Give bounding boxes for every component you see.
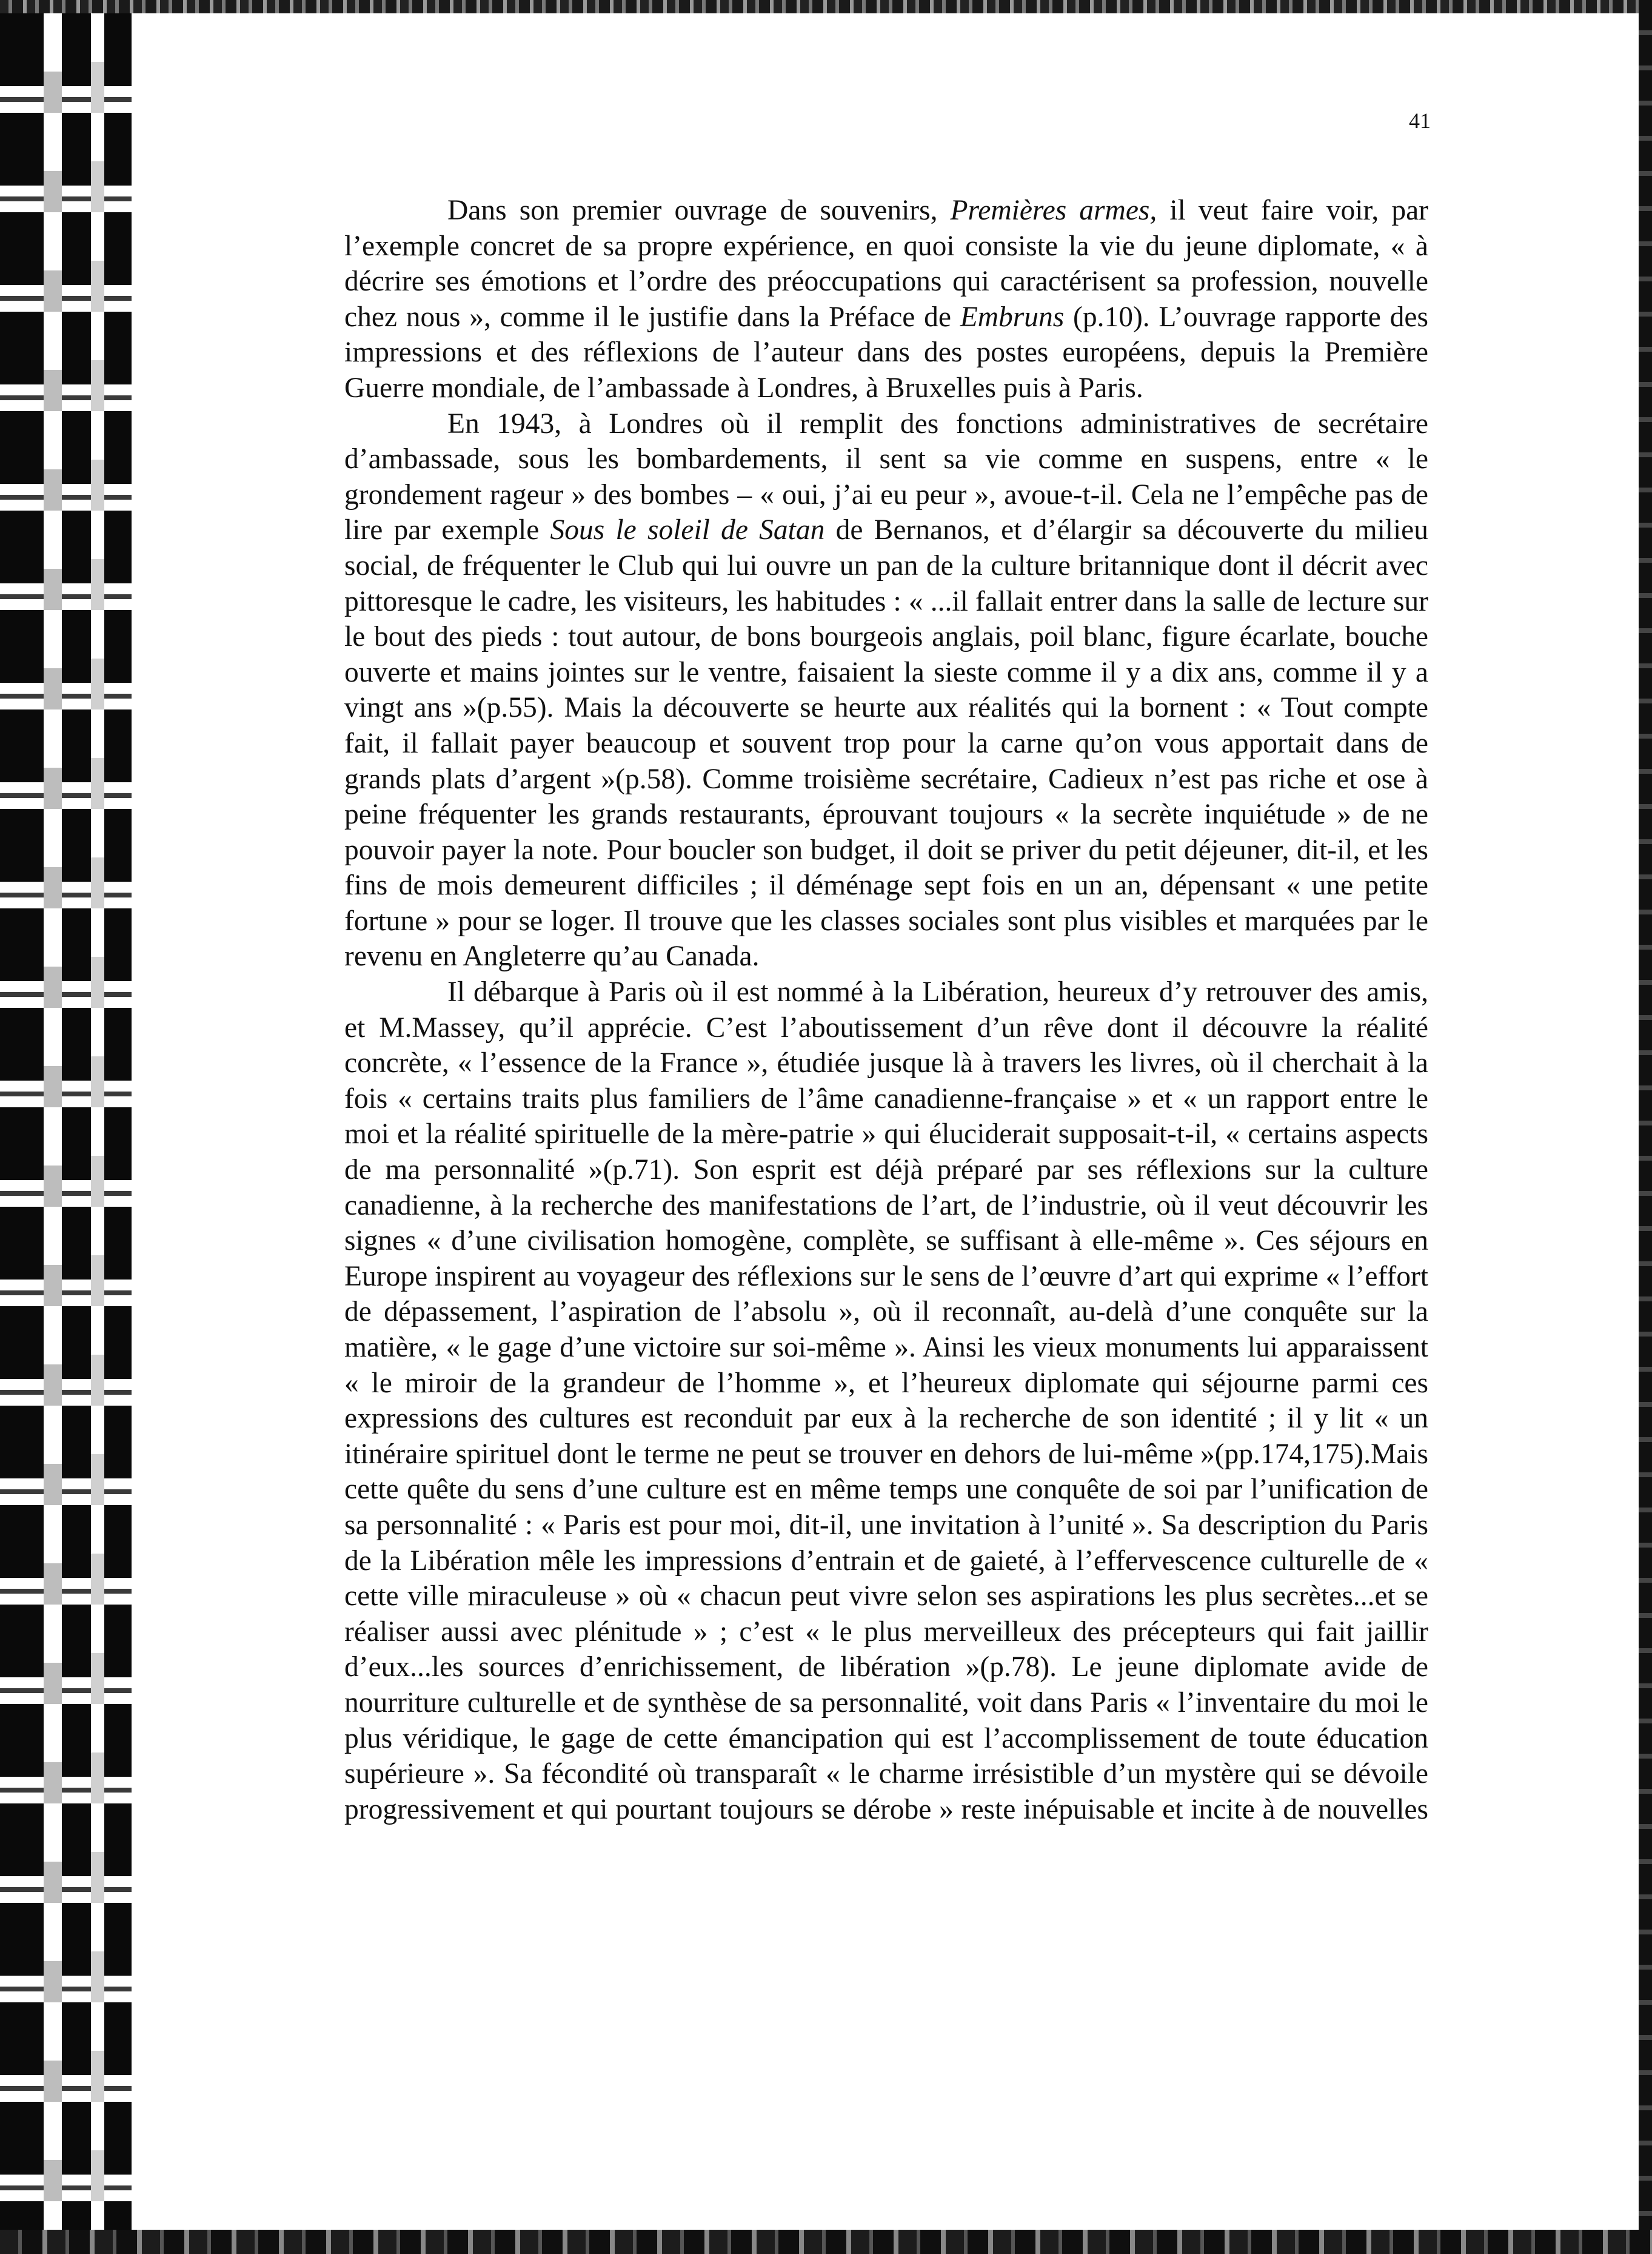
text-run: de Bernanos, et d’élargir sa découverte du milieu social, de fréquenter le Club qui lui ouvre un pan de la culture britannique dont il décrit avec pittoresque le cadre, les visiteurs, les habitudes : « ...il fallait entrer dans la salle de lecture sur le bout des pieds : tout autour, de bons bourgeois anglais, poil blanc, figure écarlate, bouche ouverte et mains jointes sur le ventre, faisaient la sieste comme il y a dix ans, comme il y a vingt ans »(p.55). Mais la découverte se heurte aux réalités qui la bornent : « Tout compte fait, il fallait payer beaucoup et souvent trop pour la carne qu’on vous apportait dans de grands plats d’argent »(p.58). Comme troisième secrétaire, Cadieux n’est pas riche et ose à peine fréquenter les grands restaurants, éprouvant toujours « la secrète inquiétude » de ne pouvoir payer la note. Pour boucler son budget, il doit se priver du petit déjeuner, dit-il, et les fins de mois demeurent difficiles ; il déménage sept fois en un an, dépensant « une petite fortune » pour se loger. Il trouve que les classes sociales sont plus visibles et marquées par le revenu en Angleterre qu’au Canada. [344, 514, 1428, 973]
italic-title: Premières armes, [950, 195, 1157, 226]
text-run: Il débarque à Paris où il est nommé à la Libération, heureux d’y retrouver des amis, et M.Massey, qu’il apprécie. C’est l’aboutissement d’un rêve dont il découvre la réalité concrète, « l’essence de la France », étudiée jusque là à travers les livres, où il cherchait à la fois « certains traits plus familiers de l’âme canadienne-française » et « un rapport entre le moi et la réalité spirituelle de la mère-patrie » qui éluciderait supposait-t-il, « certains aspects de ma personnalité »(p.71). Son esprit est déjà préparé par ses réflexions sur la culture canadienne, à la recherche des manifestations de l’art, de l’industrie, où il veut découvrir les signes « d’une civilisation homogène, complète, se suffisant à elle-même ». Ces séjours en Europe inspirent au voyageur des réflexions sur le sens de l’œuvre d’art qui exprime « l’effort de dépassement, l’aspiration de l’absolu », où il reconnaît, au-delà d’une conquête sur la matière, « le gage d’une victoire sur soi-même ». Ainsi les vieux monuments lui apparaissent « le miroir de la grandeur de l’homme », et l’heureux diplomate qui séjourne parmi ces expressions des cultures est reconduit par eux à la recherche de son identité ; il y lit « un itinéraire spirituel dont le terme ne peut se trouver en dehors de lui-même »(pp.174,175).Mais cette quête du sens d’une culture est en même temps une conquête de soi par l’unification de sa personnalité : « Paris est pour moi, dit-il, une invitation à l’unité ». Sa description du Paris de la Libération mêle les impressions d’entrain et de gaieté, à l’effervescence culturelle de « cette ville miraculeuse » où « chacun peut vivre selon ses aspirations les plus secrètes...et se réaliser aussi avec plénitude » ; c’est « le plus merveilleux des précepteurs qui fait jaillir d’eux...les sources d’enrichissement, de libération »(p.78). Le jeune diplomate avide de nourriture culturelle et de synthèse de sa personnalité, voit dans Paris « l’inventaire du moi le plus véridique, le gage de cette émancipation qui est l’accomplissement de toute éducation supérieure ». Sa fécondité où transparaît « le charme irrésistible d’un mystère qui se dévoile progressivement et qui pourtant toujours se dérobe » reste inépuisable et incite à de nouvelles [344, 976, 1428, 1825]
paragraph-3 [344, 974, 1428, 1827]
page-number: 41 [1409, 109, 1431, 133]
spiral-binding [0, 13, 149, 2230]
text-run: Dans son premier ouvrage de souvenirs, [447, 195, 951, 226]
body-text [344, 193, 1428, 1827]
binding-ring-highlight-2 [91, 13, 104, 2230]
scan-top-edge [0, 0, 1652, 13]
scan-bottom-edge [0, 2230, 1652, 2254]
binding-ring-highlight [44, 13, 62, 2230]
text-run: En 1943, à Londres où il remplit des fonctions administratives de secrétaire d’ambassade, sous les bombardements, il sent sa vie comme en suspens, entre « le grondement rageur » des bombes – « oui, j’ai eu peur », avoue-t-il. Cela ne l’empêche pas de lire par exemple [344, 408, 1428, 546]
paragraph-2 [344, 406, 1428, 975]
scan-right-edge [1639, 0, 1652, 2254]
binding-inner-edge [132, 13, 149, 2230]
italic-title: Sous le soleil de Satan [550, 514, 825, 546]
text-run: il veut faire voir, par l’exemple concret de sa propre expérience, en quoi consiste la vie du jeune diplomate, « à décrire ses émotions et l’ordre des préoccupations qui caractérisent sa profession, nouvelle chez nous », comme il le justifie dans la Préface de [344, 195, 1428, 333]
text-run: (p.10). L’ouvrage rapporte des impressions et des réflexions de l’auteur dans des postes européens, depuis la Première Guerre mondiale, de l’ambassade à Londres, à Bruxelles puis à Paris. [344, 301, 1428, 404]
italic-title: Embruns [960, 301, 1065, 333]
paragraph-1 [344, 193, 1428, 406]
binding-rings [0, 13, 149, 2230]
